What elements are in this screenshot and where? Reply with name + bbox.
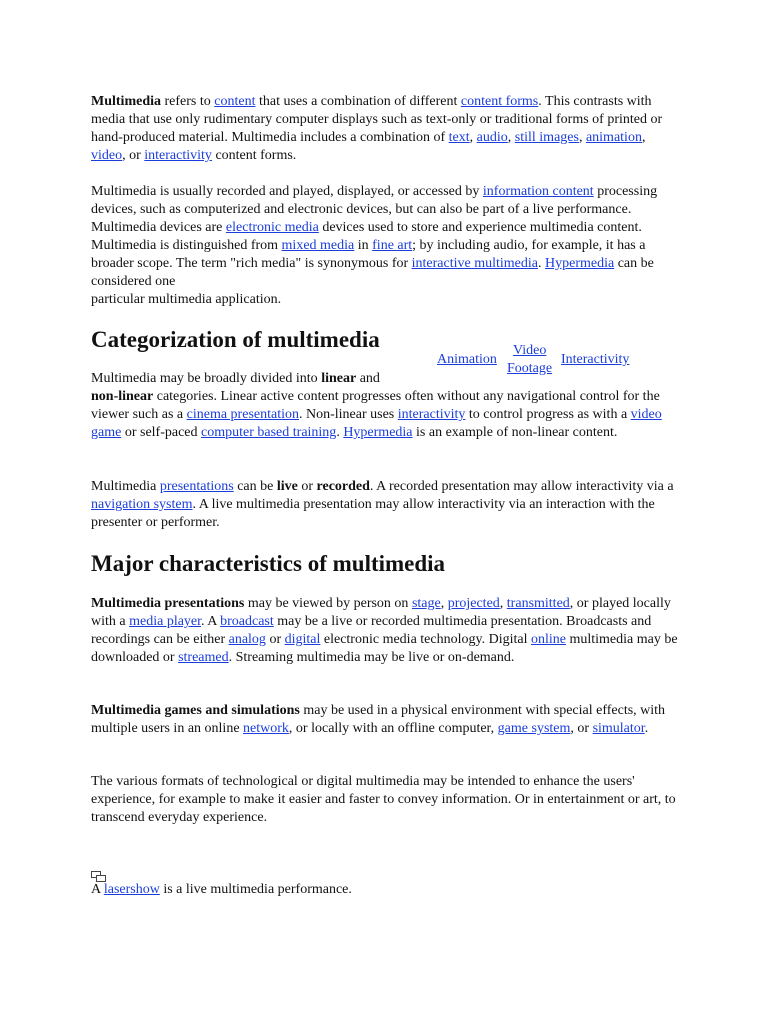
text-run: is an example of non-linear content.	[412, 425, 618, 440]
text-run: Multimedia	[91, 479, 160, 494]
text-run: The various formats of technological or digital multimedia may be intended to enhance the users' experience, for example to make it easier and faster to convey information. Or in entertainment or art, to transcend everyday experience.	[91, 774, 676, 825]
inline-link[interactable]: cinema presentation	[186, 407, 299, 422]
text-run: can be considered one	[91, 256, 654, 289]
inline-link[interactable]: content forms	[460, 94, 539, 109]
text-run: ,	[578, 130, 586, 145]
text-run: . Non-linear uses	[298, 407, 398, 422]
characteristics-paragraph-2	[91, 702, 681, 738]
bold-term: recorded	[316, 479, 370, 494]
text-run: .	[336, 425, 344, 440]
figure-link-video[interactable]: Video	[513, 343, 547, 358]
inline-link[interactable]: video	[91, 148, 123, 163]
text-run: ,	[641, 130, 646, 145]
text-run: ; by including audio, for example, it has a broader scope. The term "rich media" is synonymous for	[91, 238, 646, 271]
categorization-paragraph-2	[91, 478, 681, 532]
text-run: to control progress as with a	[465, 407, 631, 422]
inline-link[interactable]: digital	[284, 632, 321, 647]
inline-link[interactable]: transmitted	[506, 596, 570, 611]
characteristics-paragraph-1	[91, 595, 681, 667]
text-run: devices used to store and experience multimedia content. Multimedia is distinguished from	[91, 220, 642, 253]
inline-link[interactable]: computer based training	[201, 425, 337, 440]
intro-paragraph-2	[91, 183, 681, 309]
text-run: Multimedia is usually recorded and played, displayed, or accessed by	[91, 184, 483, 199]
text-run: processing devices, such as computerized and electronic devices, but can also be part of a live performance. Multimedia devices are	[91, 184, 658, 235]
text-run: , or	[122, 148, 145, 163]
text-run: ,	[440, 596, 448, 611]
text-run: or	[297, 479, 317, 494]
text-run: that uses a combination of different	[255, 94, 461, 109]
inline-link[interactable]: mixed media	[281, 238, 355, 253]
text-run: ,	[507, 130, 515, 145]
figure-link-footage[interactable]: Footage	[507, 361, 553, 376]
inline-link[interactable]: fine art	[372, 238, 413, 253]
inline-link[interactable]: video game	[91, 407, 662, 440]
text-run: .	[644, 721, 649, 736]
inline-link[interactable]: simulator	[592, 721, 645, 736]
text-run: particular multimedia application.	[91, 292, 282, 307]
text-run: , or	[570, 721, 593, 736]
intro-paragraph-1	[91, 93, 681, 165]
text-run: Multimedia may be broadly divided into	[91, 371, 322, 386]
inline-link[interactable]: interactivity	[397, 407, 466, 422]
text-run: A	[91, 882, 104, 897]
text-run: ,	[499, 596, 507, 611]
inline-link[interactable]: Hypermedia	[343, 425, 413, 440]
text-run: and	[356, 371, 380, 386]
text-run: or	[265, 632, 285, 647]
inline-link[interactable]: lasershow	[103, 882, 160, 897]
text-run: .	[538, 256, 545, 271]
inline-link[interactable]: streamed	[178, 650, 229, 665]
bold-term: live	[276, 479, 298, 494]
inline-link[interactable]: text	[448, 130, 470, 145]
text-run: in	[354, 238, 373, 253]
inline-link[interactable]: electronic media	[225, 220, 319, 235]
inline-link[interactable]: audio	[476, 130, 508, 145]
bold-term: linear	[321, 371, 357, 386]
image-caption	[91, 881, 681, 899]
text-run: refers to	[161, 94, 215, 109]
text-run: may be viewed by person on	[244, 596, 412, 611]
bold-term: Multimedia	[91, 94, 161, 109]
inline-link[interactable]: media player	[129, 614, 202, 629]
categorization-heading: Categorization of multimedia	[91, 327, 380, 352]
inline-link[interactable]: Hypermedia	[545, 256, 615, 271]
inline-link[interactable]: interactive multimedia	[411, 256, 538, 271]
text-run: . A recorded presentation may allow interactivity via a	[369, 479, 674, 494]
inline-link[interactable]: game system	[497, 721, 571, 736]
inline-link[interactable]: content	[214, 94, 256, 109]
text-run: . Streaming multimedia may be live or on-demand.	[228, 650, 515, 665]
inline-link[interactable]: stage	[411, 596, 441, 611]
text-run: or self-paced	[121, 425, 202, 440]
text-run: multimedia may be downloaded or	[91, 632, 678, 665]
figure-link-animation[interactable]: Animation	[437, 352, 497, 367]
inline-link[interactable]: online	[530, 632, 566, 647]
bold-term: non-linear	[91, 389, 154, 404]
characteristics-paragraph-3	[91, 773, 681, 827]
bold-term: Multimedia games and simulations	[91, 703, 300, 718]
text-run: may be used in a physical environment with special effects, with multiple users in an online	[91, 703, 666, 736]
text-run: . This contrasts with media that use only rudimentary computer displays such as text-only or traditional forms of printed or hand-produced material. Multimedia includes a combination of	[91, 94, 663, 145]
characteristics-heading: Major characteristics of multimedia	[91, 551, 446, 576]
inline-link[interactable]: information content	[482, 184, 594, 199]
inline-link[interactable]: still images	[514, 130, 579, 145]
bold-term: Multimedia presentations	[91, 596, 245, 611]
broken-image-icon	[91, 869, 106, 880]
text-run: . A	[201, 614, 221, 629]
text-run: categories. Linear active content progresses often without any navigational control for the viewer such as a	[91, 389, 660, 422]
text-run: . A live multimedia presentation may allow interactivity via an interaction with the presenter or performer.	[91, 497, 655, 530]
text-run: , or locally with an offline computer,	[288, 721, 498, 736]
inline-link[interactable]: animation	[585, 130, 642, 145]
inline-link[interactable]: analog	[228, 632, 266, 647]
inline-link[interactable]: presentations	[159, 479, 234, 494]
text-run: electronic media technology. Digital	[320, 632, 531, 647]
categorization-paragraph-1	[91, 370, 681, 442]
text-run: ,	[469, 130, 477, 145]
inline-link[interactable]: projected	[447, 596, 500, 611]
text-run: may be a live or recorded multimedia presentation. Broadcasts and recordings can be either	[91, 614, 652, 647]
inline-link[interactable]: navigation system	[91, 497, 193, 512]
inline-link[interactable]: interactivity	[144, 148, 212, 163]
figure-link-interactivity[interactable]: Interactivity	[561, 352, 630, 367]
text-run: content forms.	[211, 148, 297, 163]
inline-link[interactable]: broadcast	[220, 614, 274, 629]
inline-link[interactable]: network	[243, 721, 289, 736]
text-run: , or played locally with a	[91, 596, 671, 629]
text-run: can be	[233, 479, 277, 494]
text-run: is a live multimedia performance.	[159, 882, 352, 897]
